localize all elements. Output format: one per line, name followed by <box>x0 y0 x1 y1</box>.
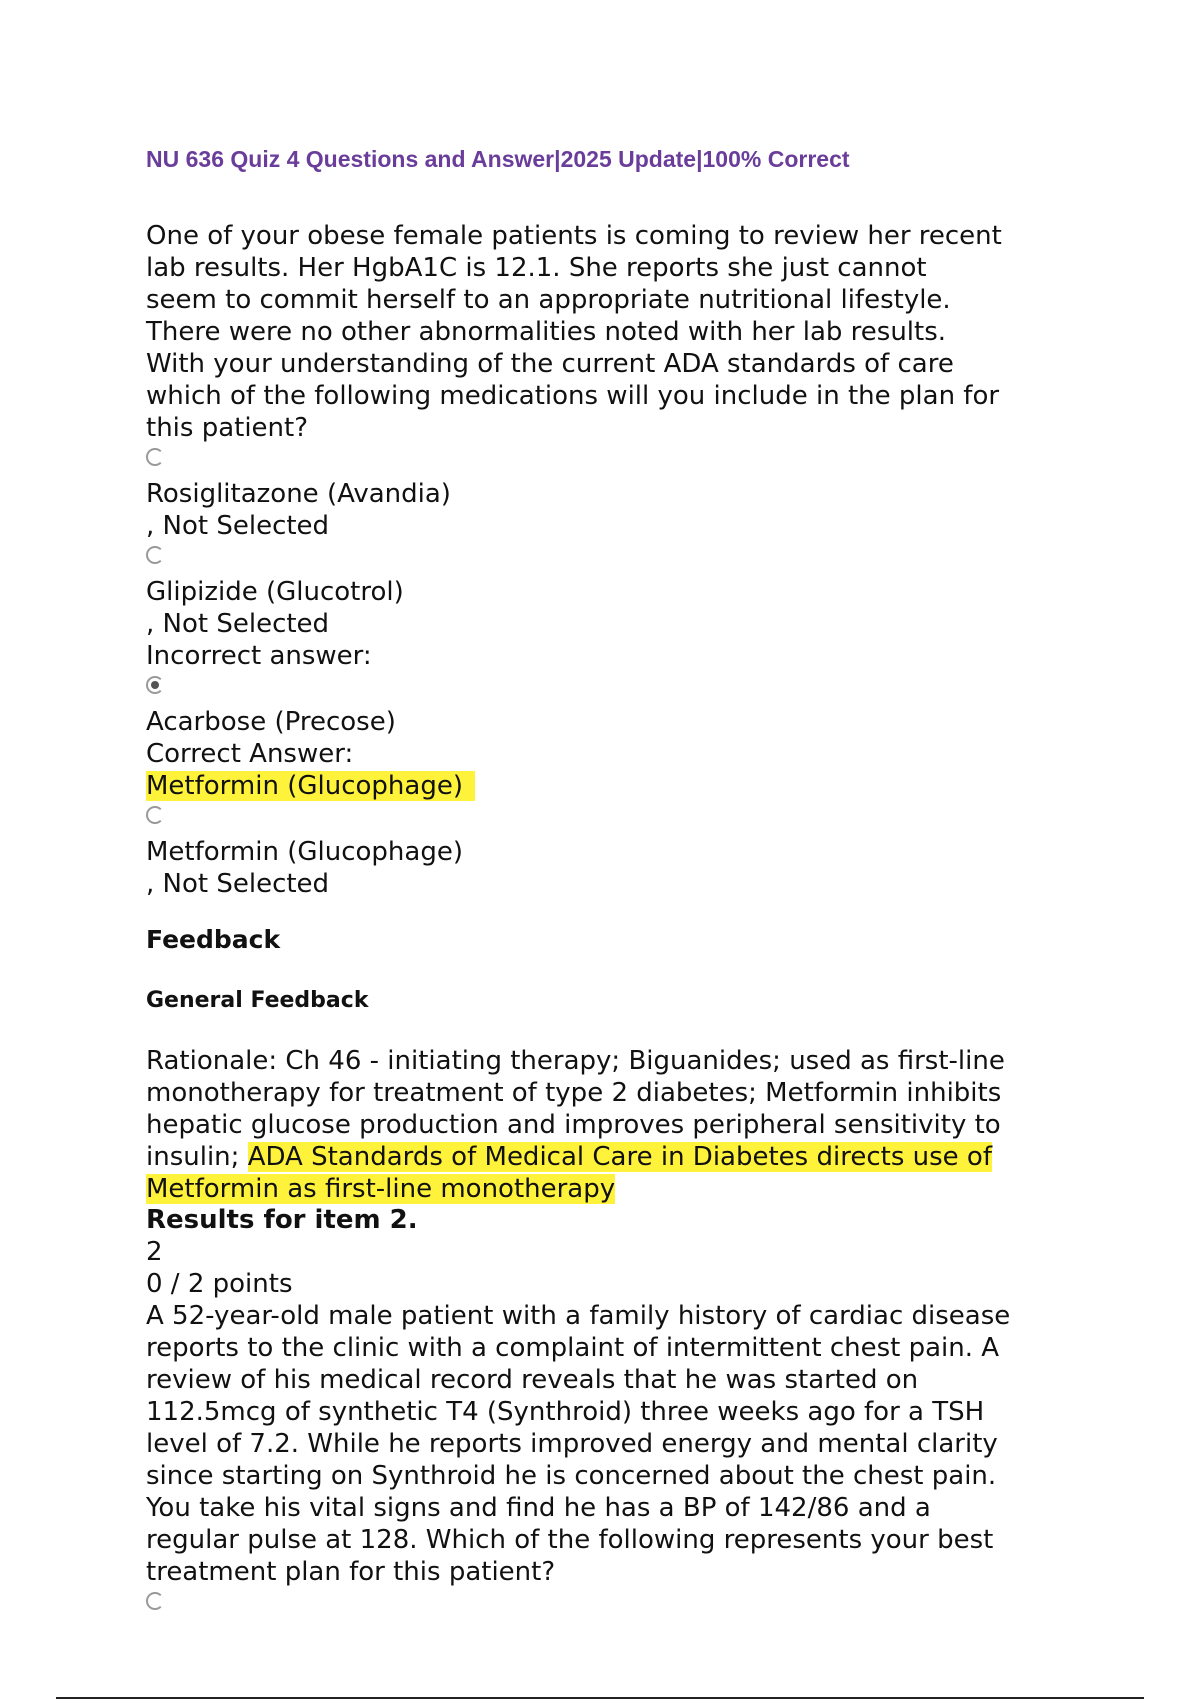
question-2-line: regular pulse at 128. Which of the following represents your best <box>146 1525 994 1555</box>
radio-icon[interactable] <box>146 1592 164 1610</box>
correct-answer-row <box>146 770 1066 802</box>
question-1-line: There were no other abnormalities noted with her lab results. <box>146 317 947 347</box>
question-1-stem <box>146 220 1066 900</box>
document-title: NU 636 Quiz 4 Questions and Answer|2025 Update|100% Correct <box>146 146 850 172</box>
rationale-highlight: Metformin as first-line monotherapy <box>146 1174 616 1204</box>
option-rosiglitazone-status: , Not Selected <box>146 511 330 541</box>
footer-divider <box>56 1697 1144 1699</box>
option-metformin-label: Metformin (Glucophage) <box>146 837 463 867</box>
option-rosiglitazone-radio-row <box>146 444 1066 478</box>
question-2-line: review of his medical record reveals that he was started on <box>146 1365 919 1395</box>
correct-answer-highlight: Metformin (Glucophage) <box>146 771 475 801</box>
radio-icon[interactable] <box>146 806 164 824</box>
question-2-line: treatment plan for this patient? <box>146 1557 556 1587</box>
question-2-option-radio-row <box>146 1588 1086 1622</box>
general-feedback-heading: General Feedback <box>146 988 369 1013</box>
incorrect-answer-label: Incorrect answer: <box>146 641 372 671</box>
question-2-line: You take his vital signs and find he has a BP of 142/86 and a <box>146 1493 931 1523</box>
rationale-highlight: ADA Standards of Medical Care in Diabetes directs use of <box>247 1142 992 1172</box>
feedback-heading: Feedback <box>146 925 281 954</box>
question-1-line: lab results. Her HgbA1C is 12.1. She reports she just cannot <box>146 253 927 283</box>
option-glipizide-label: Glipizide (Glucotrol) <box>146 577 404 607</box>
question-2-line: 112.5mcg of synthetic T4 (Synthroid) three weeks ago for a TSH <box>146 1397 985 1427</box>
question-2-line: A 52-year-old male patient with a family history of cardiac disease <box>146 1301 1011 1331</box>
question-2-line: reports to the clinic with a complaint of intermittent chest pain. A <box>146 1333 1000 1363</box>
rationale-line: hepatic glucose production and improves peripheral sensitivity to <box>146 1110 1001 1140</box>
radio-icon[interactable] <box>146 546 164 564</box>
radio-icon[interactable] <box>146 448 164 466</box>
results-section <box>146 1204 418 1300</box>
rationale-line: monotherapy for treatment of type 2 diabetes; Metformin inhibits <box>146 1078 1002 1108</box>
question-2-stem <box>146 1300 1086 1622</box>
option-metformin-status: , Not Selected <box>146 869 330 899</box>
item-points: 0 / 2 points <box>146 1269 293 1299</box>
rationale-line-4 <box>146 1141 1076 1173</box>
question-2-line: since starting on Synthroid he is concerned about the chest pain. <box>146 1461 997 1491</box>
option-glipizide-radio-row <box>146 542 1066 576</box>
question-1-line: this patient? <box>146 413 309 443</box>
rationale-line-5 <box>146 1173 1076 1205</box>
question-1-line: which of the following medications will you include in the plan for <box>146 381 1000 411</box>
rationale-text <box>146 1045 1076 1205</box>
results-heading: Results for item 2. <box>146 1205 418 1235</box>
radio-selected-icon[interactable] <box>146 676 164 694</box>
correct-answer-label: Correct Answer: <box>146 739 354 769</box>
rationale-line: Rationale: Ch 46 - initiating therapy; Biguanides; used as first-line <box>146 1046 1005 1076</box>
rationale-plain: insulin; <box>146 1142 248 1172</box>
option-acarbose-label: Acarbose (Precose) <box>146 707 396 737</box>
option-metformin-radio-row <box>146 802 1066 836</box>
question-1-line: With your understanding of the current ADA standards of care <box>146 349 954 379</box>
option-rosiglitazone-label: Rosiglitazone (Avandia) <box>146 479 451 509</box>
option-glipizide-status: , Not Selected <box>146 609 330 639</box>
question-2-line: level of 7.2. While he reports improved energy and mental clarity <box>146 1429 998 1459</box>
question-1-line: One of your obese female patients is coming to review her recent <box>146 221 1002 251</box>
question-1-line: seem to commit herself to an appropriate nutritional lifestyle. <box>146 285 951 315</box>
option-acarbose-radio-row <box>146 672 1066 706</box>
item-number: 2 <box>146 1237 163 1267</box>
